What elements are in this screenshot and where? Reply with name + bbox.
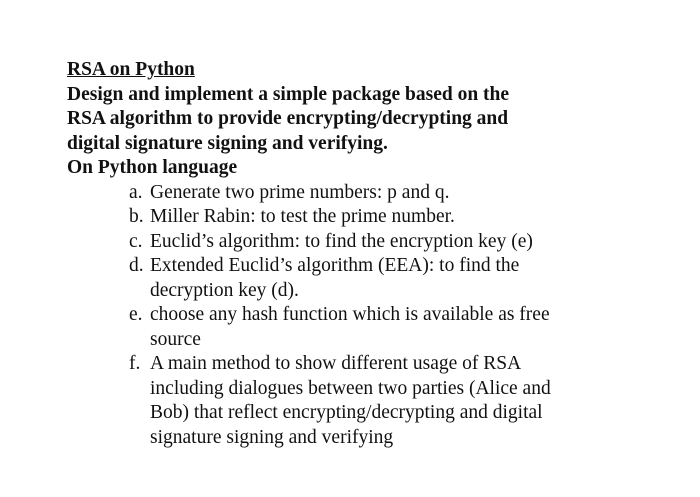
list-item-c <box>67 230 627 255</box>
list-item-text: including dialogues between two parties (Alice and <box>150 377 551 399</box>
intro-line: Design and implement a simple package based on the <box>67 83 510 105</box>
list-item-text: Bob) that reflect encrypting/decrypting and digital <box>150 402 543 423</box>
list-item-text: Euclid’s algorithm: to find the encryption key (e) <box>150 230 533 252</box>
list-item-a <box>67 181 627 206</box>
list-marker: e. <box>129 304 143 325</box>
list-item-text: Miller Rabin: to test the prime number. <box>150 206 455 227</box>
list-item-text: decryption key (d). <box>150 279 299 301</box>
intro-line: digital signature signing and verifying. <box>67 132 388 154</box>
list-item-text: Extended Euclid’s algorithm (EEA): to find the <box>150 255 520 276</box>
document-title: RSA on Python <box>67 59 195 80</box>
list-marker: a. <box>129 181 143 203</box>
list-item-text: source <box>150 328 201 350</box>
list-marker: c. <box>129 230 143 252</box>
list-item-f <box>67 352 627 450</box>
requirements-list <box>67 181 627 451</box>
list-item-e <box>67 303 627 352</box>
list-item-text: A main method to show different usage of RSA <box>150 353 522 374</box>
list-marker: d. <box>129 255 144 276</box>
list-item-b <box>67 205 627 230</box>
list-item-text: signature signing and verifying <box>150 426 394 448</box>
intro-line: RSA algorithm to provide encrypting/decrypting and <box>67 108 509 129</box>
document-body <box>67 58 627 450</box>
list-marker: f. <box>129 353 141 374</box>
list-marker: b. <box>129 206 144 227</box>
list-item-text: Generate two prime numbers: p and q. <box>150 181 450 203</box>
language-line: On Python language <box>67 157 238 178</box>
list-item-d <box>67 254 627 303</box>
list-item-text: choose any hash function which is available as free <box>150 304 550 325</box>
